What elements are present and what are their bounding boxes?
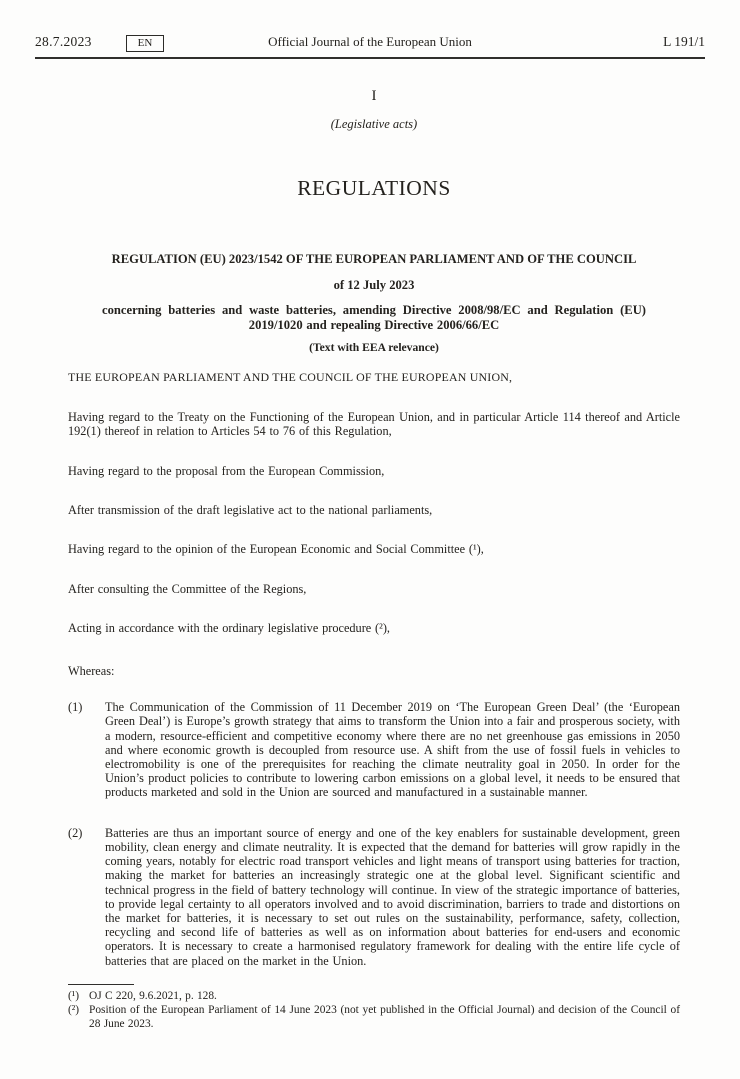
eea-relevance-note: (Text with EEA relevance) bbox=[309, 341, 439, 355]
whereas-label: Whereas: bbox=[68, 664, 115, 679]
language-badge: EN bbox=[126, 35, 164, 52]
act-subject: concerning batteries and waste batteries, amending Directive 2008/98/EC and Regulation (EU) 2019/1020 and repealing Directive 2006/66/EC bbox=[102, 303, 646, 332]
footnote-text: OJ C 220, 9.6.2021, p. 128. bbox=[89, 990, 217, 1003]
page-header bbox=[35, 0, 705, 59]
footnote-text: Position of the European Parliament of 14 June 2023 (not yet published in the Official Journal) and decision of the Council of 28 June 2023. bbox=[89, 1004, 680, 1030]
citation-eesc-opinion: Having regard to the opinion of the European Economic and Social Committee (¹), bbox=[68, 542, 484, 557]
recital-2 bbox=[68, 826, 680, 968]
journal-title: Official Journal of the European Union bbox=[268, 34, 472, 49]
citation-commission-proposal: Having regard to the proposal from the European Commission, bbox=[68, 463, 385, 478]
header-rule bbox=[35, 57, 705, 59]
citation-national-parliaments: After transmission of the draft legislative act to the national parliaments, bbox=[68, 503, 433, 518]
recital-text: Batteries are thus an important source of energy and one of the key enablers for sustainable development, green mobility, clean energy and climate neutrality. It is expected that the demand for batteries will grow rapidly in the coming years, notably for electric road transport vehicles and light means of transport using batteries for traction, making the market for batteries an increasingly strategic one at the global level. Significant scientific and technical progress in the field of battery technology will continue. In view of the strategic importance of batteries, to provide legal certainty to all operators involved and to avoid discrimination, barriers to trade and distortions on the market for batteries, it is necessary to set out rules on the sustainability, performance, safety, collection, recycling and second life of batteries as well as on information about batteries for end-users and economic operators. It is necessary to create a harmonised regulatory framework for dealing with the entire life cycle of batteries that are placed on the market in the Union. bbox=[105, 825, 680, 968]
citation-legislative-procedure: Acting in accordance with the ordinary legislative procedure (²), bbox=[68, 620, 391, 635]
page-reference: L 191/1 bbox=[663, 34, 705, 49]
preamble-opening: THE EUROPEAN PARLIAMENT AND THE COUNCIL OF THE EUROPEAN UNION, bbox=[68, 370, 513, 385]
footnote-1 bbox=[68, 990, 680, 1004]
recital-text: The Communication of the Commission of 11 December 2019 on ‘The European Green Deal’ (the ‘European Green Deal’) is Europe’s growth strategy that aims to transform the Union into a fair and prosperous society, with a modern, resource-efficient and competitive economy where there are no net greenhouse gas emissions in 2050 and where economic growth is decoupled from resource use. A shift from the use of fossil fuels in vehicles to electromobility is one of the prerequisites for reaching the climate neutrality goal in 2050. In order for the Union’s product policies to contribute to lowering carbon emissions on a global level, it needs to be ensured that products marketed and sold in the Union are sourced and manufactured in a sustainable manner. bbox=[105, 700, 680, 800]
recital-number: (1) bbox=[68, 700, 83, 715]
footnote-separator bbox=[68, 984, 134, 985]
footnote-marker: (²) bbox=[68, 1004, 80, 1017]
section-number: I bbox=[371, 88, 377, 104]
recital-number: (2) bbox=[68, 825, 83, 840]
section-heading: REGULATIONS bbox=[297, 176, 451, 200]
footnotes-section bbox=[68, 984, 680, 1032]
recital-1 bbox=[68, 700, 680, 799]
citation-committee-regions: After consulting the Committee of the Regions, bbox=[68, 581, 307, 596]
act-date-line: of 12 July 2023 bbox=[333, 278, 415, 292]
issue-date: 28.7.2023 bbox=[35, 34, 92, 49]
footnote-marker: (¹) bbox=[68, 990, 80, 1003]
citation-treaty: Having regard to the Treaty on the Functioning of the European Union, and in particular Article 114 thereof and Article 192(1) thereof in relation to Articles 54 to 76 of this Regulation, bbox=[68, 410, 680, 439]
section-subtitle: (Legislative acts) bbox=[330, 117, 418, 131]
footnote-2 bbox=[68, 1004, 680, 1032]
act-title: REGULATION (EU) 2023/1542 OF THE EUROPEAN PARLIAMENT AND OF THE COUNCIL bbox=[111, 252, 637, 266]
